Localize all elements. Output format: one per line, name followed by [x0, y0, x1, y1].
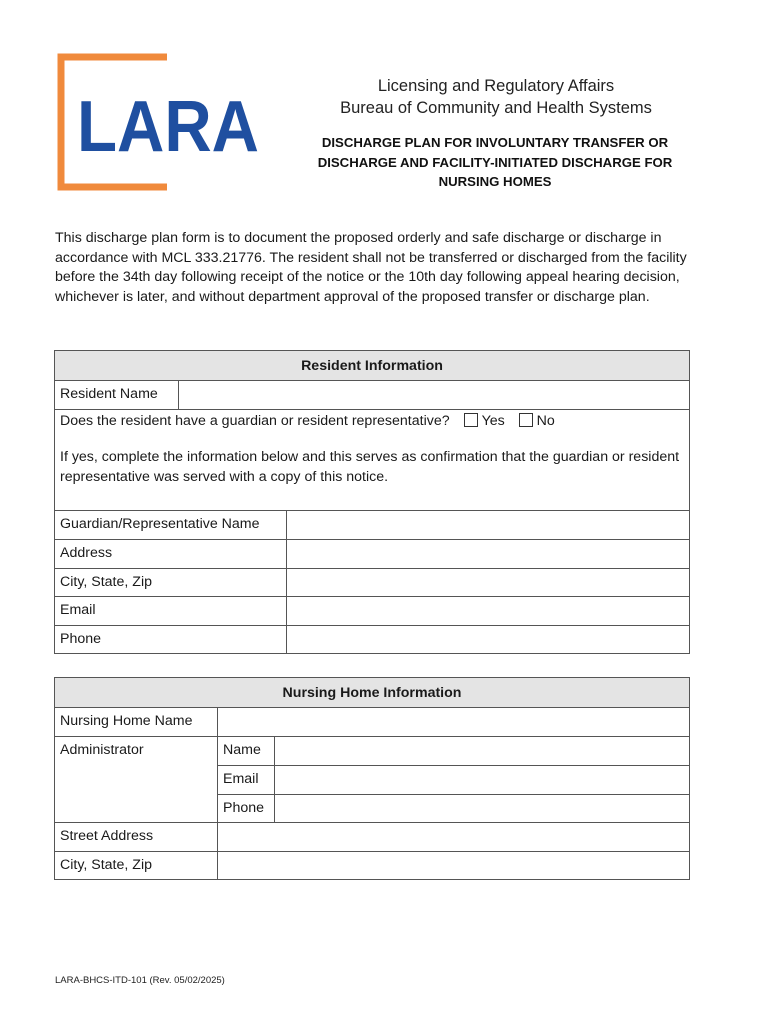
agency-name: Licensing and Regulatory Affairs — [377, 77, 615, 95]
guardian-phone-label: Phone — [55, 626, 287, 654]
nursing-home-information-heading: Nursing Home Information — [55, 678, 690, 708]
guardian-name-field[interactable] — [287, 511, 690, 540]
administrator-email-label: Email — [218, 766, 275, 795]
administrator-label: Administrator — [55, 737, 218, 823]
form-title — [280, 133, 710, 192]
administrator-phone-field[interactable] — [275, 795, 690, 823]
guardian-city-state-zip-field[interactable] — [287, 569, 690, 597]
logo-text: LARA — [77, 87, 259, 167]
guardian-address-field[interactable] — [287, 540, 690, 569]
guardian-no-label: No — [536, 413, 555, 429]
lara-logo — [57, 53, 265, 191]
guardian-name-label: Guardian/Representative Name — [55, 511, 287, 540]
street-address-label: Street Address — [55, 823, 218, 852]
administrator-email-field[interactable] — [275, 766, 690, 795]
guardian-phone-field[interactable] — [287, 626, 690, 654]
guardian-note: If yes, complete the information below and this serves as confirmation that the guardian or resident representative was served with a copy of this notice. — [60, 449, 680, 485]
form-title-line: NURSING HOMES — [438, 174, 552, 189]
resident-information-heading: Resident Information — [55, 351, 690, 381]
guardian-address-label: Address — [55, 540, 287, 569]
guardian-no-checkbox[interactable] — [519, 413, 533, 427]
nursing-city-state-zip-label: City, State, Zip — [55, 852, 218, 880]
guardian-yes-checkbox[interactable] — [464, 413, 478, 427]
intro-paragraph: This discharge plan form is to document the proposed orderly and safe discharge or discharge in accordance with MCL 333.21776. The resident shall not be transferred or discharged from the facility before the 34th day following receipt of the notice or the 10th day following appeal hearing decision, whichever is later, and without department approval of the proposed transfer or discharge plan. — [55, 230, 687, 305]
administrator-phone-label: Phone — [218, 795, 275, 823]
nursing-home-information-table — [54, 677, 690, 880]
resident-name-field[interactable] — [179, 381, 690, 410]
guardian-question-cell — [55, 410, 690, 511]
street-address-field[interactable] — [218, 823, 690, 852]
resident-information-table — [54, 350, 690, 654]
guardian-city-state-zip-label: City, State, Zip — [55, 569, 287, 597]
nursing-city-state-zip-field[interactable] — [218, 852, 690, 880]
administrator-name-field[interactable] — [275, 737, 690, 766]
guardian-yes-label: Yes — [481, 413, 505, 429]
guardian-email-field[interactable] — [287, 597, 690, 626]
guardian-email-label: Email — [55, 597, 287, 626]
nursing-home-name-field[interactable] — [218, 708, 690, 737]
form-title-line: DISCHARGE AND FACILITY-INITIATED DISCHARGE FOR — [317, 154, 673, 170]
bureau-name: Bureau of Community and Health Systems — [340, 99, 652, 117]
form-number: LARA-BHCS-ITD-101 (Rev. 05/02/2025) — [55, 975, 225, 986]
guardian-question: Does the resident have a guardian or resident representative? — [60, 413, 450, 429]
form-title-line: DISCHARGE PLAN FOR INVOLUNTARY TRANSFER OR — [321, 135, 669, 150]
nursing-home-name-label: Nursing Home Name — [55, 708, 218, 737]
administrator-name-label: Name — [218, 737, 275, 766]
resident-name-label: Resident Name — [55, 381, 179, 410]
